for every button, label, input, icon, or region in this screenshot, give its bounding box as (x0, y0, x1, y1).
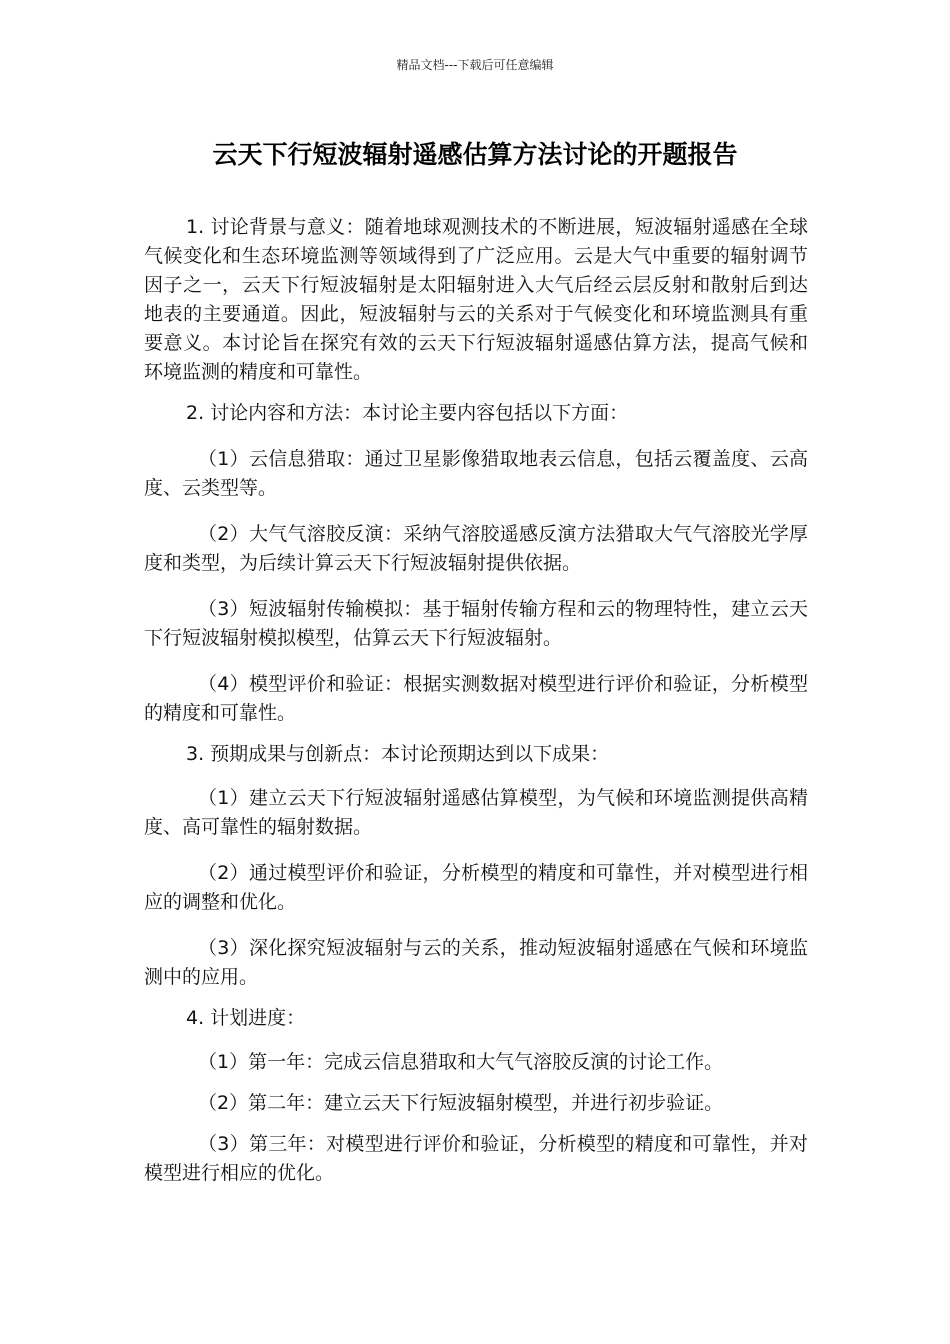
list-item: （4）模型评价和验证：根据实测数据对模型进行评价和验证，分析模型的精度和可靠性。 (144, 673, 808, 724)
paragraph-schedule-heading: 4. 计划进度： (186, 1007, 306, 1029)
document-body (144, 213, 808, 1188)
list-item: （1）第一年：完成云信息猎取和大气气溶胶反演的讨论工作。 (198, 1051, 724, 1073)
list-item: （3）第三年：对模型进行评价和验证，分析模型的精度和可靠性，并对模型进行相应的优化。 (144, 1133, 808, 1184)
list-item: （1）建立云天下行短波辐射遥感估算模型，为气候和环境监测提供高精度、高可靠性的辐射数据。 (144, 787, 808, 838)
header-note: 精品文档---下载后可任意编辑 (396, 58, 554, 72)
paragraph-results-heading: 3. 预期成果与创新点：本讨论预期达到以下成果： (186, 743, 610, 765)
paragraph-content-heading: 2. 讨论内容和方法：本讨论主要内容包括以下方面： (186, 402, 629, 424)
list-item: （2）第二年：建立云天下行短波辐射模型，并进行初步验证。 (198, 1092, 724, 1114)
list-item: （2）通过模型评价和验证，分析模型的精度和可靠性，并对模型进行相应的调整和优化。 (144, 862, 808, 913)
list-item: （2）大气气溶胶反演：采纳气溶胶遥感反演方法猎取大气气溶胶光学厚度和类型，为后续计算云天下行短波辐射提供依据。 (144, 523, 808, 574)
document-title: 云天下行短波辐射遥感估算方法讨论的开题报告 (212, 140, 738, 169)
list-item: （3）深化探究短波辐射与云的关系，推动短波辐射遥感在气候和环境监测中的应用。 (144, 937, 808, 988)
paragraph-background: 1. 讨论背景与意义：随着地球观测技术的不断进展，短波辐射遥感在全球气候变化和生态环境监测等领域得到了广泛应用。云是大气中重要的辐射调节因子之一，云天下行短波辐射是太阳辐射进入大气后经云层反射和散射后到达地表的主要通道。因此，短波辐射与云的关系对于气候变化和环境监测具有重要意义。本讨论旨在探究有效的云天下行短波辐射遥感估算方法，提高气候和环境监测的精度和可靠性。 (144, 216, 808, 383)
list-item: （3）短波辐射传输模拟：基于辐射传输方程和云的物理特性，建立云天下行短波辐射模拟模型，估算云天下行短波辐射。 (144, 598, 808, 649)
list-item: （1）云信息猎取：通过卫星影像猎取地表云信息，包括云覆盖度、云高度、云类型等。 (144, 448, 808, 499)
